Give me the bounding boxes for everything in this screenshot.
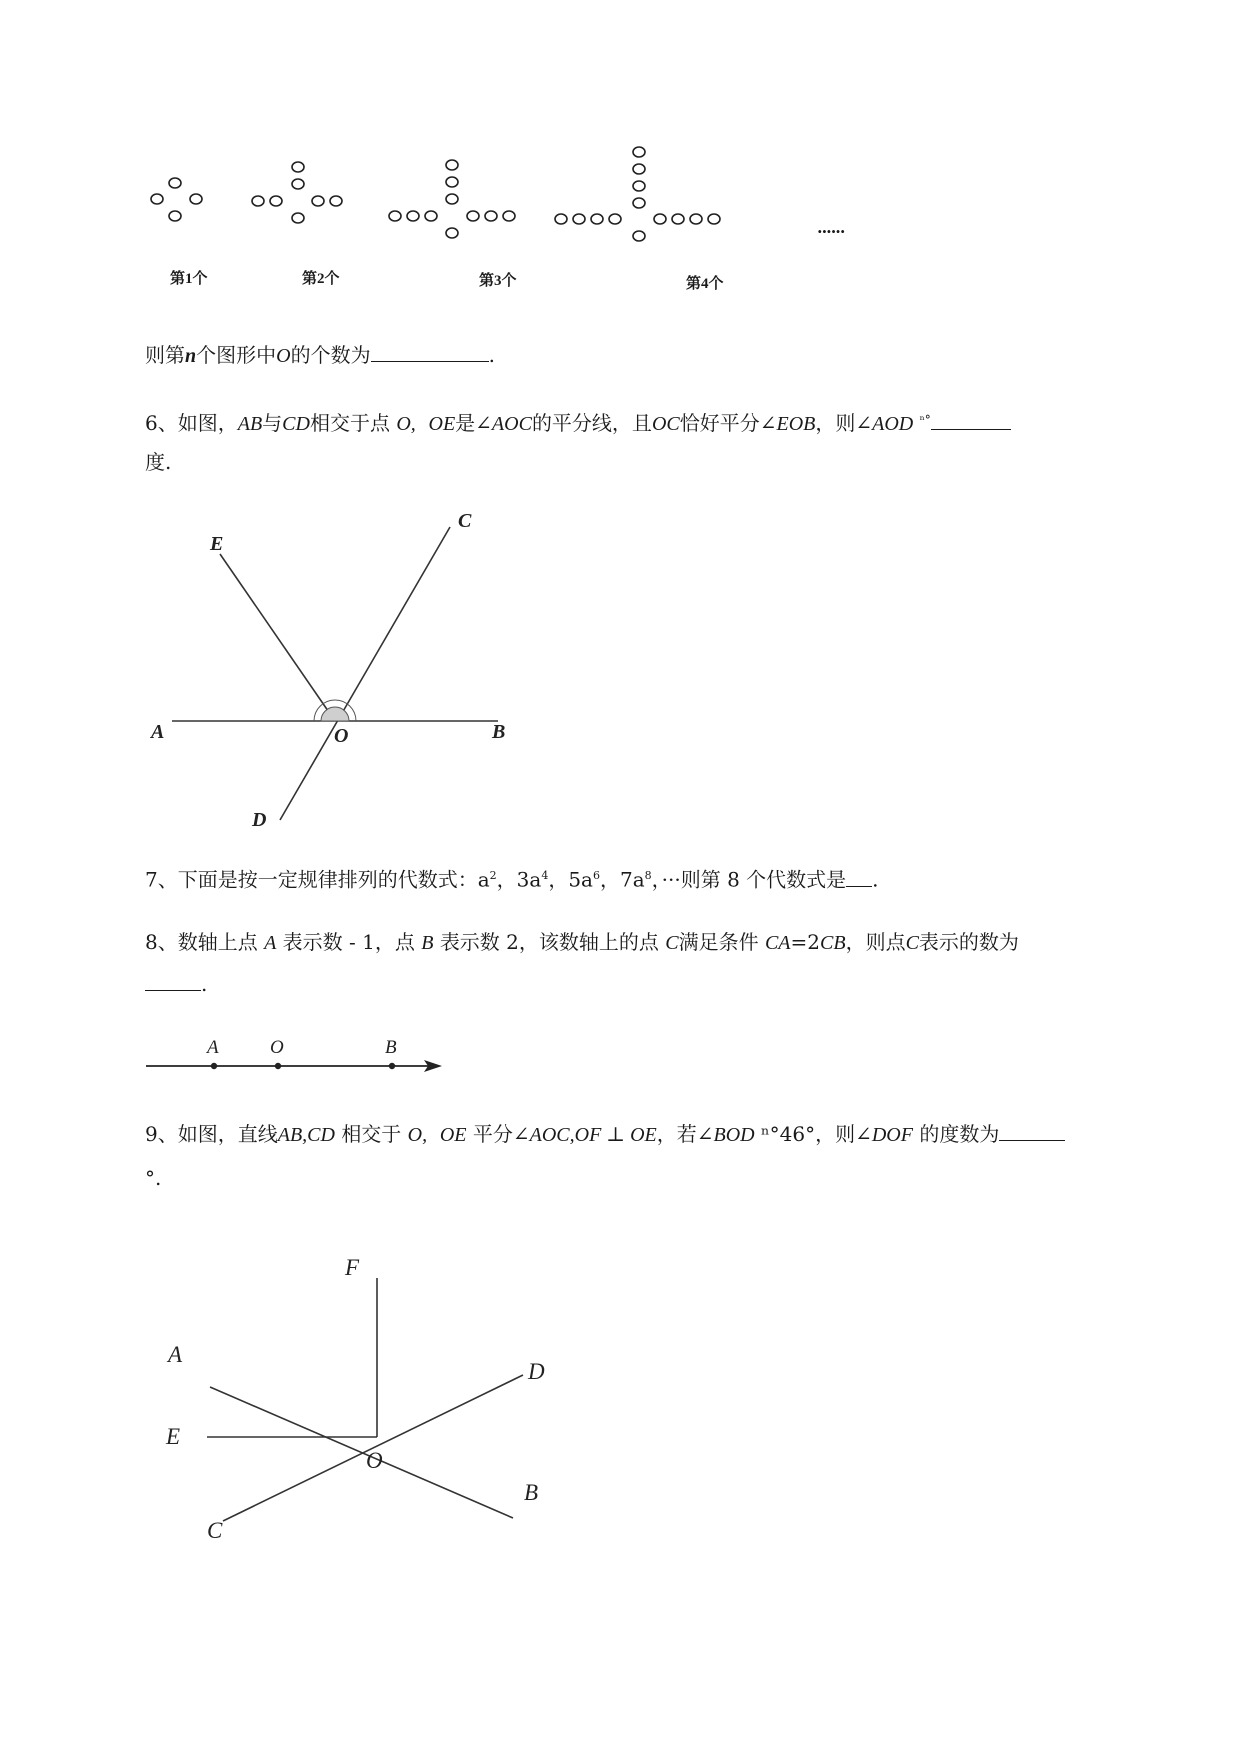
pattern-ellipsis: ······ <box>817 222 845 241</box>
line-cd <box>280 527 450 820</box>
point-label-b: B <box>492 721 506 743</box>
pattern-label-3: 第3个 <box>479 273 517 289</box>
point-label-a: A <box>151 721 165 743</box>
point-label-o: O <box>366 1448 383 1473</box>
pattern-figure-4 <box>555 147 720 241</box>
point-label-d: D <box>252 809 267 831</box>
point-label-e: E <box>166 1424 181 1449</box>
point-a <box>211 1063 217 1069</box>
line-ab <box>210 1387 513 1518</box>
q8-question-line: 8、数轴上点 A 表示数 - 1，点 B 表示数 2，该数轴上的点 C满足条件 CA=2CB，则点C表示的数为 <box>145 930 1019 954</box>
answer-blank[interactable] <box>145 972 201 991</box>
ray-oe <box>220 554 335 721</box>
q8-number-line <box>140 1030 460 1080</box>
q6-question-line-2: 度. <box>145 450 172 474</box>
point-o <box>275 1063 281 1069</box>
pattern-figure-3 <box>389 160 515 238</box>
point-label-c: C <box>458 510 472 532</box>
point-label-o: O <box>334 725 349 747</box>
q6-angle-figure <box>140 505 520 835</box>
point-label-b: B <box>524 1480 539 1505</box>
pattern-label-2: 第2个 <box>302 271 340 287</box>
point-label-a: A <box>168 1342 183 1367</box>
q6-question-line: 6、如图，AB与CD相交于点 O, OE是∠AOC的平分线，且OC恰好平分∠EOB，则∠AOD $^{^n^\circ}$ <box>145 408 1011 436</box>
answer-blank[interactable] <box>931 411 1011 430</box>
point-b <box>389 1063 395 1069</box>
q8-question-line-2: . <box>145 972 207 996</box>
axis-label-a: A <box>207 1037 219 1058</box>
axis-label-o: O <box>270 1037 284 1058</box>
point-label-f: F <box>345 1255 360 1280</box>
point-label-c: C <box>207 1518 223 1543</box>
answer-blank[interactable] <box>846 868 872 887</box>
point-label-e: E <box>210 533 224 555</box>
pattern-figure-1 <box>151 178 202 221</box>
point-label-d: D <box>528 1359 545 1384</box>
q9-question-line-2: °. <box>145 1166 162 1190</box>
axis-label-b: B <box>385 1037 397 1058</box>
q9-question-line: 9、如图，直线AB,CD 相交于 O, OE 平分∠AOC,OF ⊥ OE，若∠BOD ⁿ°46°，则∠DOF 的度数为 <box>145 1122 1065 1147</box>
circle-pattern-figure <box>140 135 860 275</box>
q5-tail-line: 则第n个图形中O的个数为 . <box>145 343 495 367</box>
q7-question-line: 7、下面是按一定规律排列的代数式：$a^2$，$3a^4$，$5a^6$，$7a^8$，···则第 8 个代数式是 . <box>145 867 879 892</box>
pattern-label-1: 第1个 <box>170 271 208 287</box>
pattern-label-4: 第4个 <box>686 276 724 292</box>
pattern-figure-2 <box>252 162 342 223</box>
q9-angle-figure <box>140 1250 560 1550</box>
answer-blank[interactable] <box>999 1122 1065 1141</box>
answer-blank[interactable] <box>371 343 489 362</box>
